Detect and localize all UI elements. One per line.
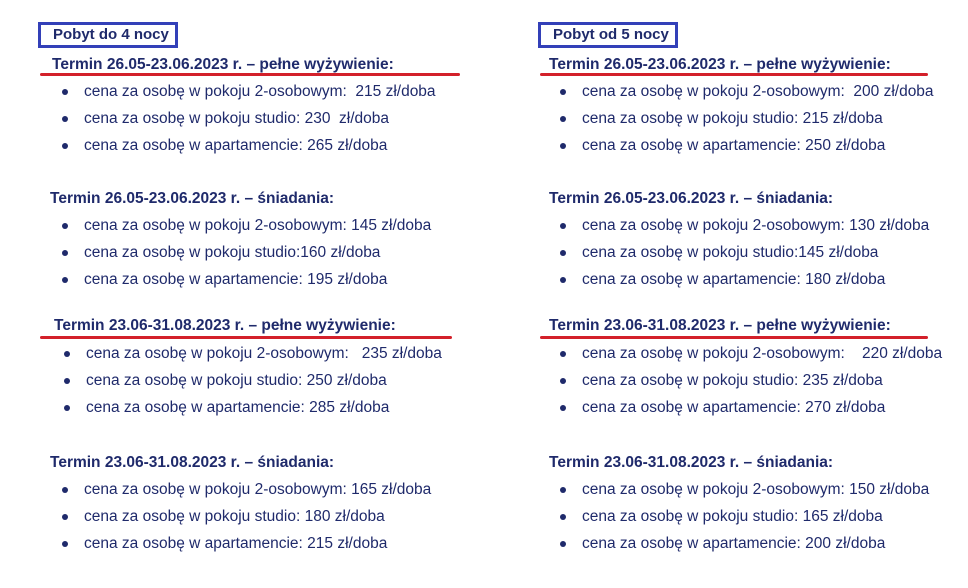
bullet-icon <box>62 277 68 283</box>
price-text: cena za osobę w pokoju 2-osobowym: 235 zł/doba <box>86 345 442 362</box>
price-text: cena za osobę w apartamencie: 285 zł/doba <box>86 399 390 416</box>
list-item <box>84 243 431 270</box>
list-item <box>84 480 431 507</box>
list-item <box>84 82 436 109</box>
column-stay-up-to-4-nights <box>0 0 440 588</box>
list-item <box>582 82 934 109</box>
list-item <box>84 534 431 561</box>
bullet-icon <box>560 143 566 149</box>
bullet-icon <box>62 250 68 256</box>
heading-underline <box>540 336 928 339</box>
price-text: cena za osobę w pokoju studio: 250 zł/doba <box>86 372 387 389</box>
bullet-icon <box>62 116 68 122</box>
stay-label-box: Pobyt od 5 nocy <box>538 22 678 48</box>
list-item <box>582 270 929 297</box>
bullet-icon <box>64 378 70 384</box>
price-list <box>582 216 929 297</box>
list-item <box>84 109 436 136</box>
list-item <box>84 270 431 297</box>
bullet-icon <box>560 378 566 384</box>
list-item <box>84 507 431 534</box>
price-text: cena za osobę w pokoju studio: 215 zł/doba <box>582 110 883 127</box>
price-list <box>84 480 431 561</box>
price-list <box>582 82 934 163</box>
list-item <box>582 534 929 561</box>
list-item <box>582 243 929 270</box>
bullet-icon <box>560 116 566 122</box>
price-text: cena za osobę w pokoju 2-osobowym: 220 zł/doba <box>582 345 943 362</box>
list-item <box>582 398 942 425</box>
price-text: cena za osobę w pokoju 2-osobowym: 200 zł/doba <box>582 83 934 100</box>
price-text: cena za osobę w pokoju 2-osobowym: 165 zł/doba <box>84 481 432 498</box>
section-heading: Termin 23.06-31.08.2023 r. – śniadania: <box>50 454 335 471</box>
list-item <box>86 344 442 371</box>
price-list <box>86 344 442 425</box>
section-heading: Termin 26.05-23.06.2023 r. – śniadania: <box>549 190 834 207</box>
section-heading: Termin 26.05-23.06.2023 r. – pełne wyżywienie: <box>52 56 394 73</box>
price-text: cena za osobę w apartamencie: 265 zł/doba <box>84 137 388 154</box>
bullet-icon <box>560 487 566 493</box>
price-text: cena za osobę w pokoju studio:145 zł/doba <box>582 244 879 261</box>
price-text: cena za osobę w pokoju studio: 235 zł/doba <box>582 372 883 389</box>
list-item <box>582 480 929 507</box>
price-list <box>84 82 436 163</box>
bullet-icon <box>560 89 566 95</box>
bullet-icon <box>62 89 68 95</box>
bullet-icon <box>560 250 566 256</box>
list-item <box>582 344 942 371</box>
price-text: cena za osobę w apartamencie: 195 zł/doba <box>84 271 388 288</box>
bullet-icon <box>560 223 566 229</box>
section-heading: Termin 23.06-31.08.2023 r. – pełne wyżywienie: <box>549 317 891 334</box>
bullet-icon <box>560 277 566 283</box>
price-text: cena za osobę w pokoju 2-osobowym: 145 zł/doba <box>84 217 432 234</box>
price-text: cena za osobę w pokoju studio: 230 zł/doba <box>84 110 390 127</box>
section-heading: Termin 23.06-31.08.2023 r. – śniadania: <box>549 454 834 471</box>
heading-underline <box>40 336 452 339</box>
list-item <box>86 371 442 398</box>
price-text: cena za osobę w apartamencie: 250 zł/doba <box>582 137 886 154</box>
section-heading: Termin 26.05-23.06.2023 r. – pełne wyżywienie: <box>549 56 891 73</box>
list-item <box>582 507 929 534</box>
bullet-icon <box>560 405 566 411</box>
price-list <box>582 480 929 561</box>
bullet-icon <box>64 351 70 357</box>
list-item <box>582 136 934 163</box>
section-heading: Termin 26.05-23.06.2023 r. – śniadania: <box>50 190 335 207</box>
section-heading: Termin 23.06-31.08.2023 r. – pełne wyżywienie: <box>54 317 396 334</box>
heading-underline <box>40 73 460 76</box>
bullet-icon <box>560 351 566 357</box>
bullet-icon <box>560 541 566 547</box>
heading-underline <box>540 73 928 76</box>
bullet-icon <box>62 143 68 149</box>
bullet-icon <box>62 487 68 493</box>
price-text: cena za osobę w pokoju 2-osobowym: 215 zł/doba <box>84 83 436 100</box>
price-text: cena za osobę w pokoju studio:160 zł/doba <box>84 244 381 261</box>
list-item <box>86 398 442 425</box>
price-text: cena za osobę w apartamencie: 180 zł/doba <box>582 271 886 288</box>
price-text: cena za osobę w pokoju studio: 180 zł/doba <box>84 508 385 525</box>
list-item <box>582 371 942 398</box>
bullet-icon <box>64 405 70 411</box>
bullet-icon <box>62 514 68 520</box>
price-list <box>582 344 942 425</box>
price-list <box>84 216 431 297</box>
price-text: cena za osobę w apartamencie: 215 zł/doba <box>84 535 388 552</box>
stay-label-box: Pobyt do 4 nocy <box>38 22 178 48</box>
bullet-icon <box>560 514 566 520</box>
list-item <box>582 109 934 136</box>
price-text: cena za osobę w pokoju studio: 165 zł/doba <box>582 508 883 525</box>
price-text: cena za osobę w apartamencie: 200 zł/doba <box>582 535 886 552</box>
bullet-icon <box>62 223 68 229</box>
price-text: cena za osobę w pokoju 2-osobowym: 150 zł/doba <box>582 481 930 498</box>
price-text: cena za osobę w apartamencie: 270 zł/doba <box>582 399 886 416</box>
list-item <box>84 136 436 163</box>
bullet-icon <box>62 541 68 547</box>
list-item <box>84 216 431 243</box>
column-stay-from-5-nights <box>498 0 943 588</box>
list-item <box>582 216 929 243</box>
price-text: cena za osobę w pokoju 2-osobowym: 130 zł/doba <box>582 217 930 234</box>
